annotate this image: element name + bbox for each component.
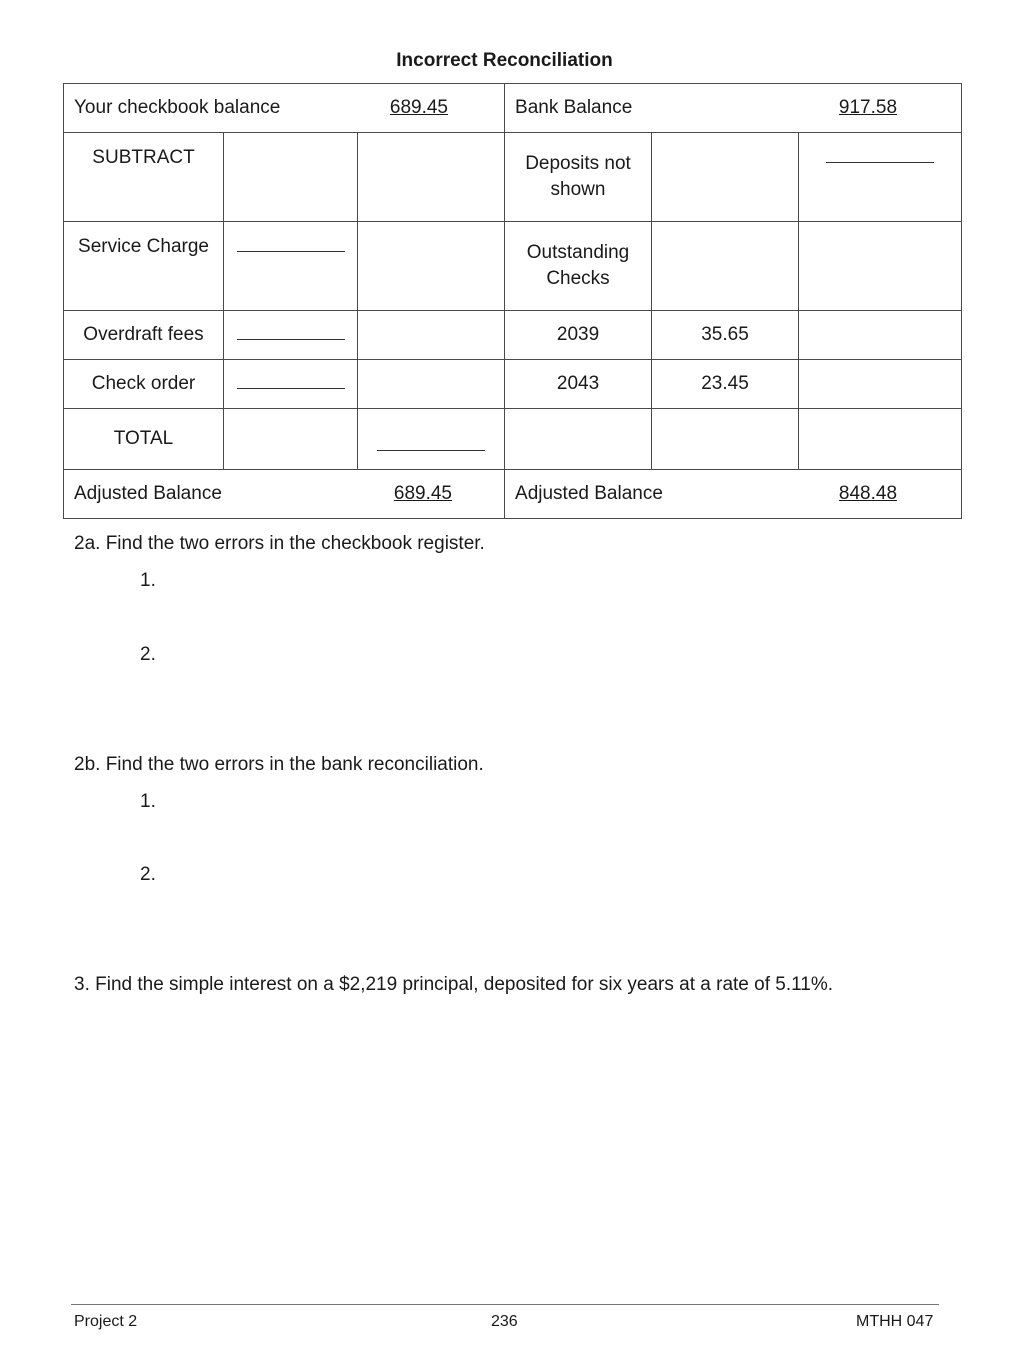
deposits-label-line1: Deposits not (525, 153, 631, 174)
bank-balance-cell (505, 84, 962, 133)
empty-cell (224, 133, 358, 222)
footer-right: MTHH 047 (856, 1313, 934, 1330)
checkbook-balance-value: 689.45 (389, 97, 449, 118)
overdraft-fees-label: Overdraft fees (64, 311, 224, 360)
outstanding-checks-label (505, 222, 652, 311)
answer-2a-item-1: 1. (140, 570, 156, 591)
empty-cell (358, 222, 505, 311)
outstanding-label-line2: Checks (546, 268, 610, 289)
adjusted-balance-right-cell (505, 470, 962, 519)
empty-cell (358, 311, 505, 360)
bank-balance-label: Bank Balance (515, 97, 633, 118)
adjusted-balance-right-value: 848.48 (838, 483, 898, 504)
question-2a: 2a. Find the two errors in the checkbook register. (74, 533, 485, 554)
check-order-blank (224, 360, 358, 409)
table-row (64, 360, 962, 409)
question-3: 3. Find the simple interest on a $2,219 principal, deposited for six years at a rate of 5.11%. (74, 974, 834, 995)
service-charge-label: Service Charge (64, 222, 224, 311)
deposits-label-line2: shown (550, 179, 606, 200)
check-amount-2043: 23.45 (652, 360, 799, 409)
answer-2a-item-2: 2. (140, 644, 156, 665)
footer-left: Project 2 (74, 1313, 138, 1330)
adjusted-balance-left-cell (64, 470, 505, 519)
empty-cell (799, 311, 962, 360)
table-row (64, 133, 962, 222)
answer-2b-item-1: 1. (140, 791, 156, 812)
adjusted-balance-left-value: 689.45 (393, 483, 453, 504)
check-amount-2039: 35.65 (652, 311, 799, 360)
empty-cell (799, 409, 962, 470)
total-label: TOTAL (64, 409, 224, 470)
page-number: 236 (491, 1313, 518, 1330)
table-row (64, 470, 962, 519)
adjusted-balance-right-label: Adjusted Balance (515, 483, 663, 504)
page-title: Incorrect Reconciliation (396, 50, 613, 71)
empty-cell (799, 222, 962, 311)
footer-divider (71, 1304, 939, 1305)
empty-cell (652, 409, 799, 470)
answer-2b-item-2: 2. (140, 864, 156, 885)
check-number-2039: 2039 (505, 311, 652, 360)
reconciliation-table (63, 83, 962, 519)
empty-cell (358, 133, 505, 222)
table-row (64, 222, 962, 311)
table-row (64, 409, 962, 470)
check-number-2043: 2043 (505, 360, 652, 409)
empty-cell (224, 409, 358, 470)
total-blank (358, 409, 505, 470)
empty-cell (652, 222, 799, 311)
empty-cell (652, 133, 799, 222)
adjusted-balance-left-label: Adjusted Balance (74, 483, 222, 504)
overdraft-blank (224, 311, 358, 360)
service-charge-blank (224, 222, 358, 311)
empty-cell (799, 360, 962, 409)
empty-cell (505, 409, 652, 470)
question-2b: 2b. Find the two errors in the bank reconciliation. (74, 754, 484, 775)
bank-balance-value: 917.58 (838, 97, 898, 118)
empty-cell (358, 360, 505, 409)
outstanding-label-line1: Outstanding (526, 242, 630, 263)
checkbook-balance-cell (64, 84, 505, 133)
check-order-label: Check order (64, 360, 224, 409)
table-row (64, 84, 962, 133)
checkbook-balance-label: Your checkbook balance (74, 97, 281, 118)
subtract-label: SUBTRACT (64, 133, 224, 222)
table-row (64, 311, 962, 360)
deposits-blank (799, 133, 962, 222)
deposits-not-shown-label (505, 133, 652, 222)
